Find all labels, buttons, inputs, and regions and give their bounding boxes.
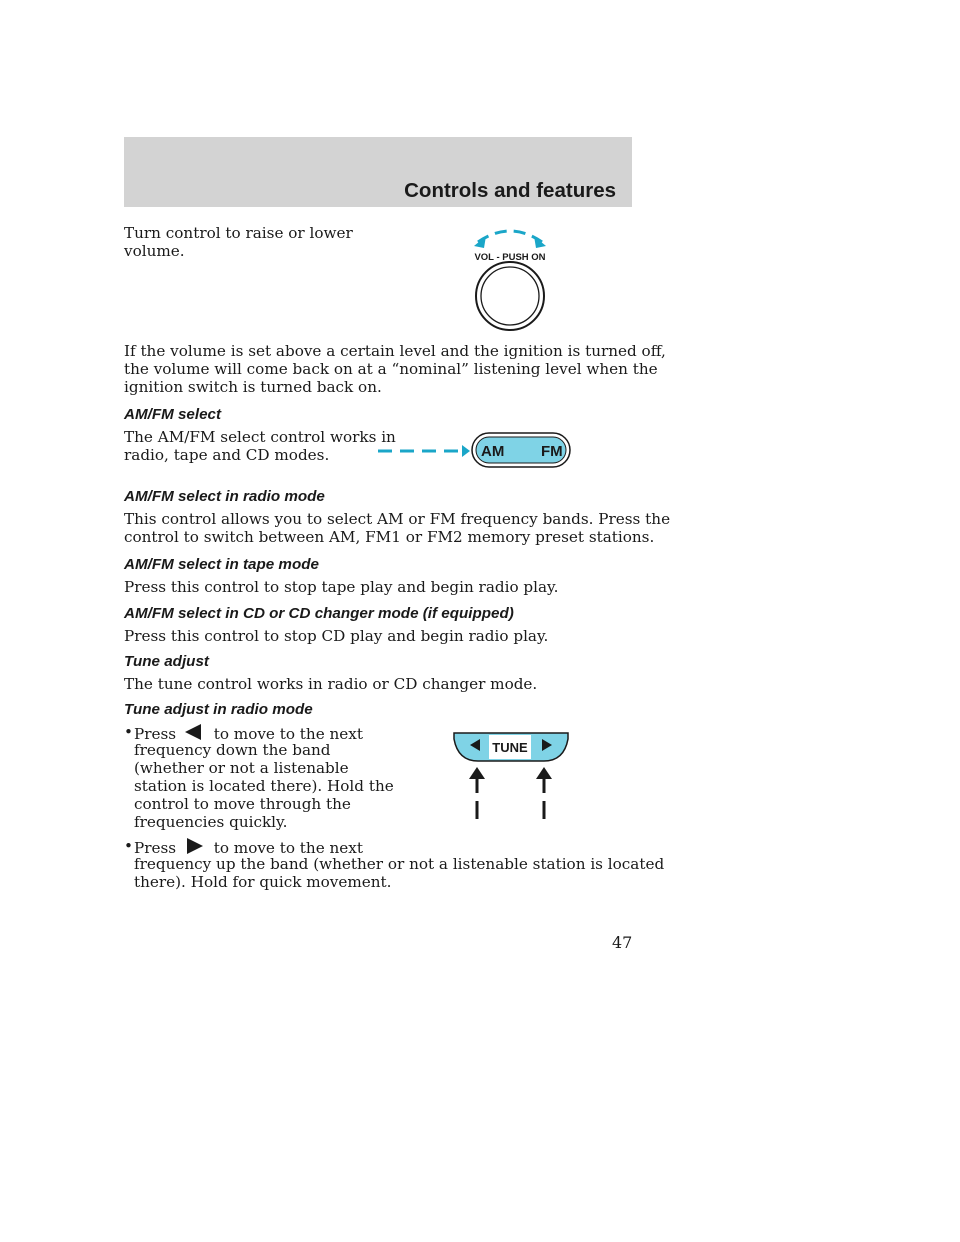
pointer-arrow-icon (462, 445, 470, 457)
volume-knob-outer (476, 262, 544, 330)
page-number: 47 (612, 933, 633, 952)
amfm-cd-heading: AM/FM select in CD or CD changer mode (if equipped) (124, 605, 514, 622)
amfm-button-fm-label: FM (541, 443, 563, 460)
bullet-1-rest-0: to move to the next (213, 725, 363, 743)
volume-text-line-2: volume. (124, 242, 185, 260)
bullet-1-line-4: station is located there). Hold the (134, 777, 394, 795)
volume-note-line-2: the volume will come back on at a “nominal” listening level when the (124, 360, 658, 378)
volume-knob-inner (481, 267, 539, 325)
arrow-left-head-icon (474, 236, 486, 248)
bullet-1-marker: • (124, 723, 133, 741)
bullet-2-line-2: frequency up the band (whether or not a listenable station is located (134, 855, 665, 873)
amfm-radio-text-line-1: This control allows you to select AM or FM frequency bands. Press the (124, 510, 671, 528)
knob-label: VOL - PUSH ON (474, 252, 546, 263)
pointer-left-arrow-icon (469, 767, 485, 779)
header-band (124, 137, 632, 207)
amfm-text-line-2: radio, tape and CD modes. (124, 446, 330, 464)
tune-text: The tune control works in radio or CD changer mode. (124, 675, 538, 693)
volume-note-line-3: ignition switch is turned back on. (124, 378, 382, 396)
tune-up-arrow-icon (181, 838, 209, 854)
bullet-2-marker: • (124, 837, 133, 855)
amfm-button-illustration (378, 430, 574, 470)
volume-knob-illustration (460, 222, 570, 337)
volume-note-line-1: If the volume is set above a certain level and the ignition is turned off, (124, 342, 666, 360)
tune-radio-heading: Tune adjust in radio mode (124, 701, 313, 718)
tune-button-label: TUNE (492, 740, 528, 755)
amfm-cd-text: Press this control to stop CD play and begin radio play. (124, 627, 549, 645)
amfm-tape-heading: AM/FM select in tape mode (124, 556, 319, 573)
amfm-heading: AM/FM select (124, 406, 222, 423)
bullet-2-line-3: there). Hold for quick movement. (134, 873, 392, 891)
arrow-right-head-icon (534, 236, 546, 248)
tune-button-illustration (452, 731, 570, 823)
amfm-radio-text-line-2: control to switch between AM, FM1 or FM2 memory preset stations. (124, 528, 655, 546)
amfm-radio-heading: AM/FM select in radio mode (124, 488, 325, 505)
bullet-2-rest-0: to move to the next (213, 839, 363, 857)
bullet-1-line-6: frequencies quickly. (134, 813, 288, 831)
volume-arc-arrow (478, 231, 542, 242)
amfm-tape-text: Press this control to stop tape play and begin radio play. (124, 578, 559, 596)
amfm-text-line-1: The AM/FM select control works in (124, 428, 396, 446)
bullet-1-lead: Press (134, 725, 177, 743)
bullet-2-lead: Press (134, 839, 177, 857)
amfm-button-am-label: AM (481, 443, 505, 460)
bullet-1-line-3: (whether or not a listenable (134, 759, 349, 777)
volume-text-line-1: Turn control to raise or lower (124, 224, 353, 242)
bullet-1-line-2: frequency down the band (134, 741, 331, 759)
tune-heading: Tune adjust (124, 653, 209, 670)
section-title: Controls and features (404, 179, 616, 202)
tune-down-arrow-icon (181, 724, 209, 740)
pointer-right-arrow-icon (536, 767, 552, 779)
bullet-1-line-5: control to move through the (134, 795, 351, 813)
